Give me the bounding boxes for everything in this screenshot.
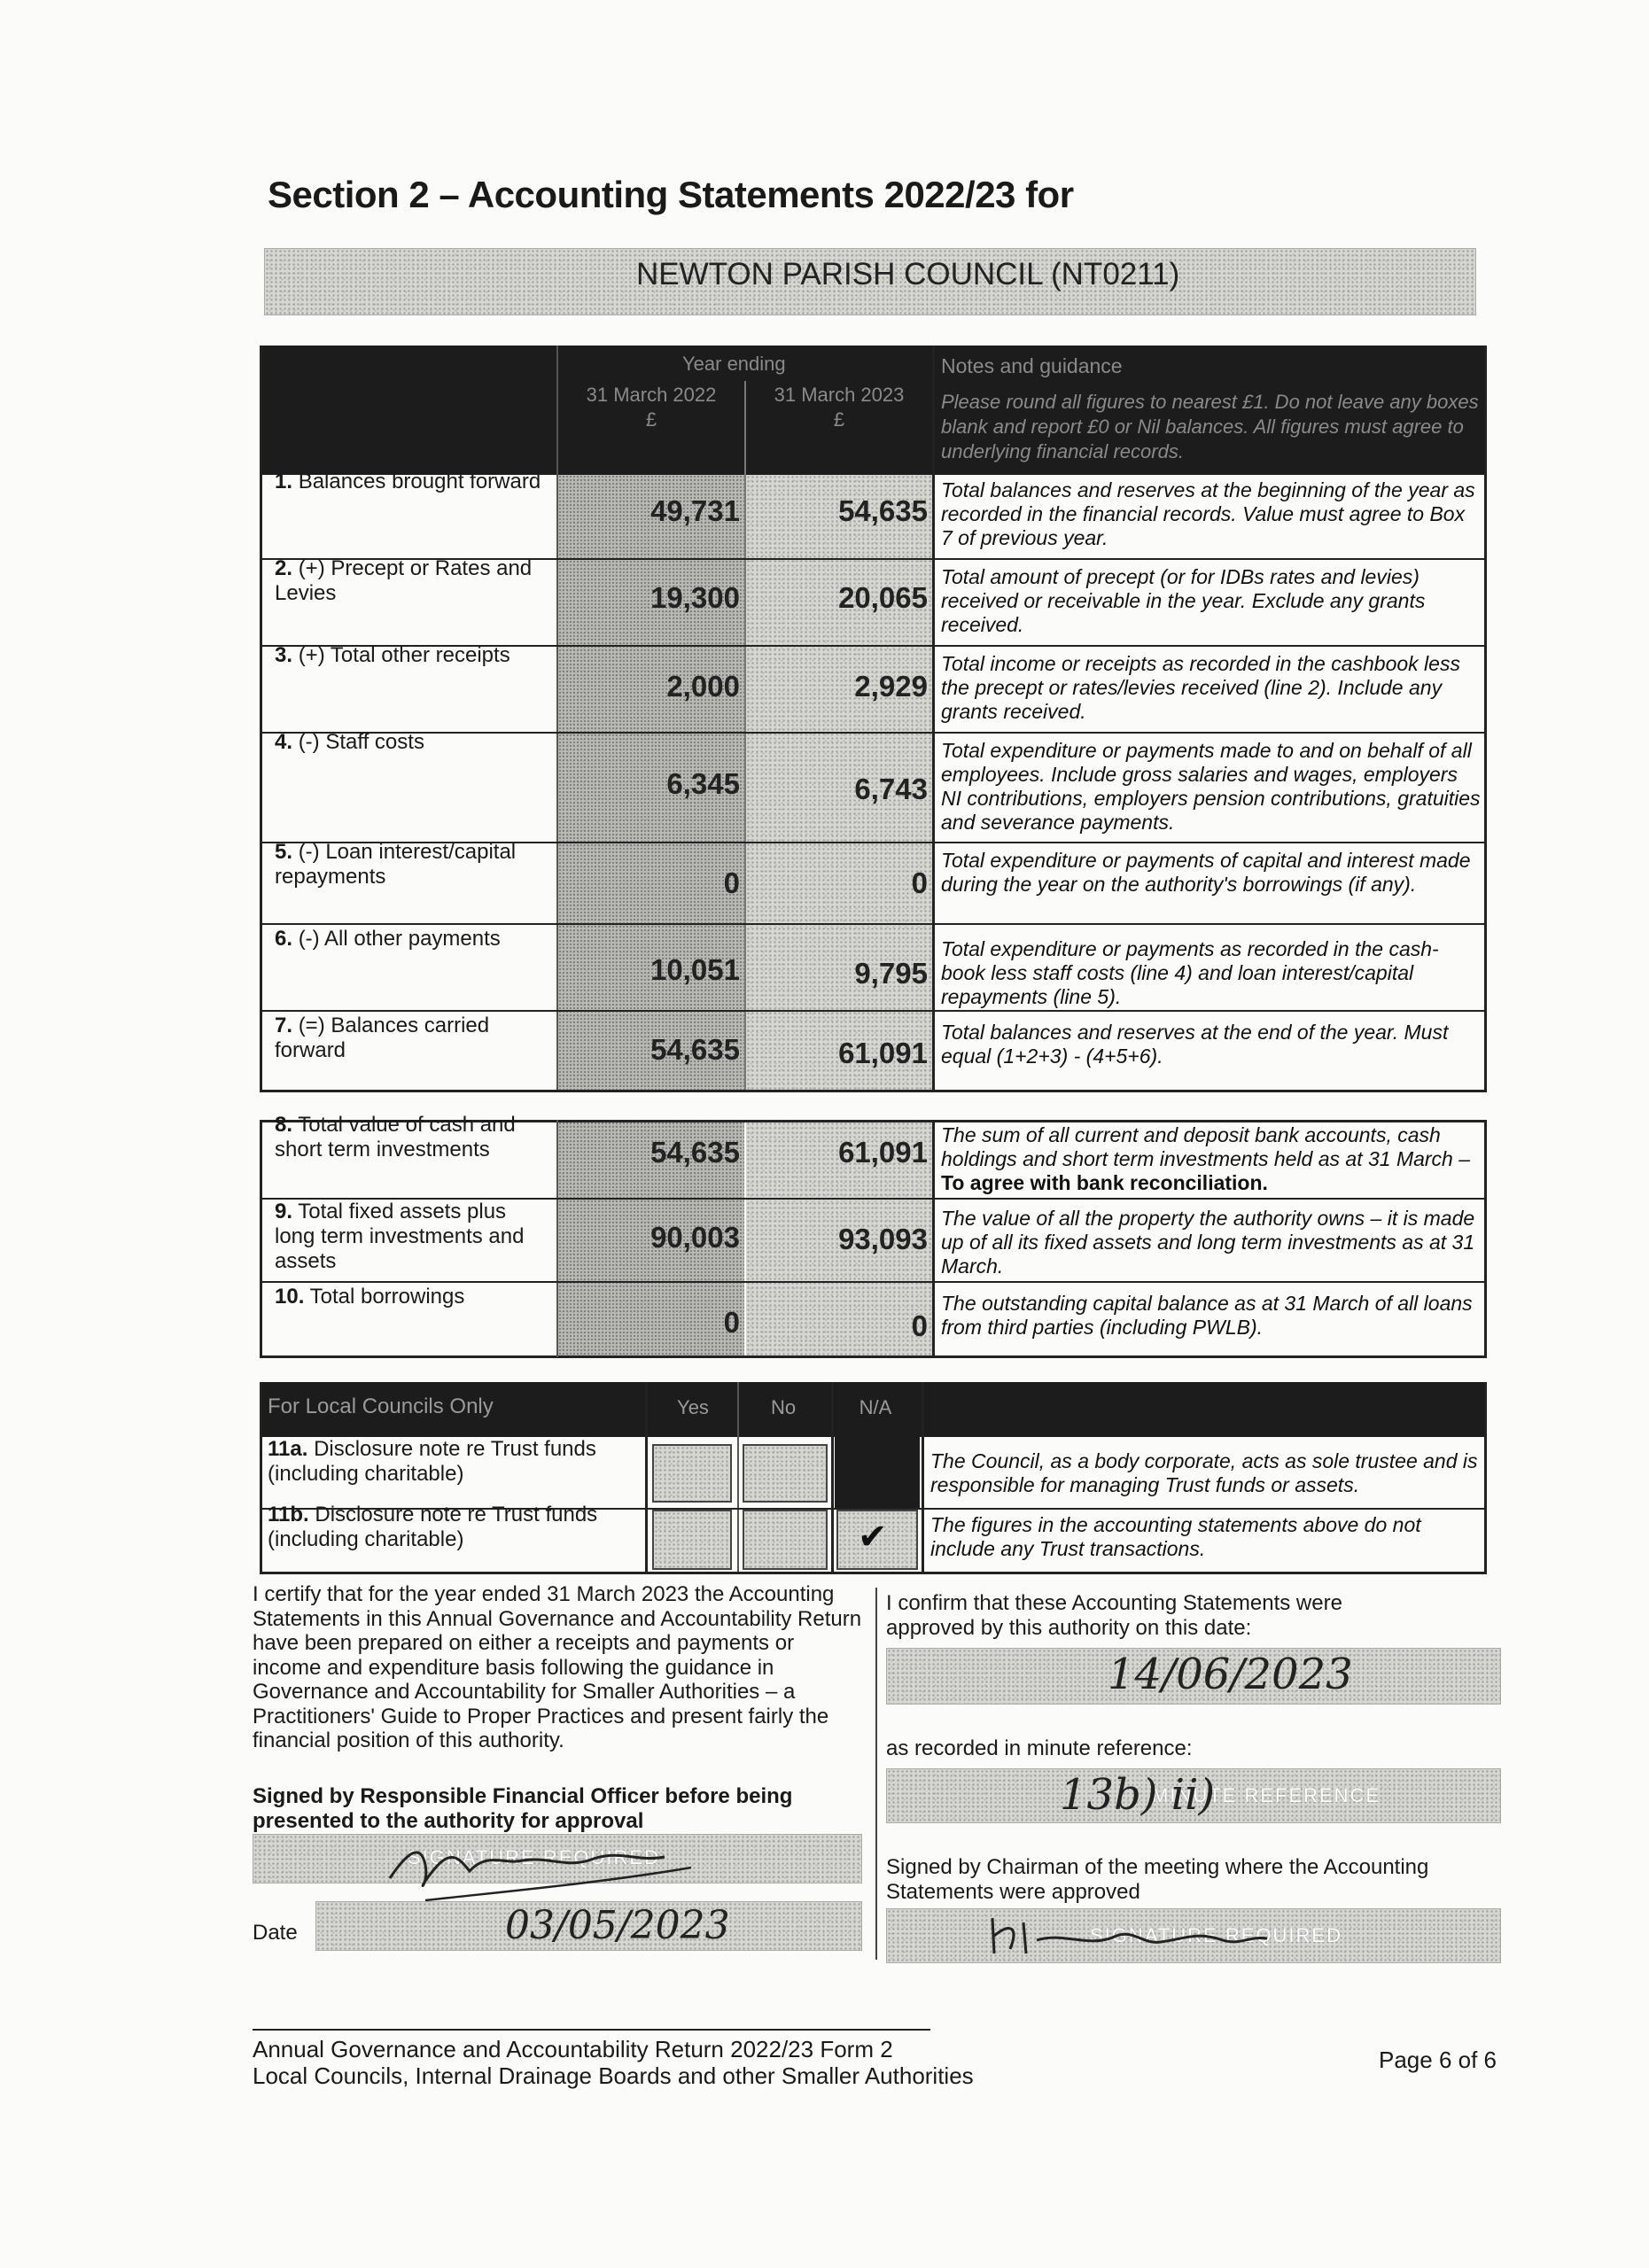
col-2022-header [558,383,744,432]
tick-icon: ✔ [858,1518,888,1557]
row-label: 3. (+) Total other receipts [275,643,510,667]
footer-line-1: Annual Governance and Accountability Return 2022/23 Form 2 [253,2036,893,2062]
no-checkbox-11a[interactable] [743,1444,828,1503]
approval-date-handwritten: 14/06/2023 [1108,1650,1353,1699]
value-2022: 54,635 [650,1136,740,1169]
col-2023-header [746,383,932,432]
minute-reference-handwritten: 13b) ii) [1060,1770,1216,1820]
row-note: Total balances and reserves at the beginning of the year as recorded in the financial records. Value must agree to Box 7 of previous year. [941,478,1475,549]
value-2023: 0 [911,866,928,899]
guidance-text: Please round all figures to nearest £1. Do not leave any boxes blank and report £0 or Nil balances. All figures must agree to underlying financial records. [941,391,1479,462]
year-ending-label: Year ending [682,353,786,375]
rfo-signed-label: Signed by Responsible Financial Officer before being presented to the authority for approval [253,1784,793,1833]
value-2023: 61,091 [838,1037,928,1069]
row-note: The Council, as a body corporate, acts as sole trustee and is responsible for managing Trust funds or assets. [930,1449,1478,1496]
value-2022: 0 [723,866,740,899]
local-councils-title: For Local Councils Only [268,1394,494,1418]
footer-line-2: Local Councils, Internal Drainage Boards and other Smaller Authorities [253,2062,974,2089]
authority-name: NEWTON PARISH COUNCIL (NT0211) [636,257,1180,291]
rfo-signature-placeholder: SIGNATURE REQUIRED [408,1846,660,1868]
value-2022: 2,000 [666,670,740,703]
value-2023: 9,795 [854,957,928,990]
row-label: 5. (-) Loan interest/capital repayments [275,840,517,889]
chairman-signature-placeholder: SIGNATURE REQUIRED [1090,1924,1342,1946]
row-label: 7. (=) Balances carried forward [275,1014,490,1062]
row-note: The value of all the property the authority owns – it is made up of all its fixed assets and long term investments as at 31 March. [941,1207,1475,1278]
chairman-signature [984,1905,1276,1967]
page-title: Section 2 – Accounting Statements 2022/23 for [268,174,1074,215]
value-2022: 0 [723,1306,740,1339]
value-2023: 61,091 [838,1136,928,1169]
row-note [941,1123,1482,1195]
rfo-signature [372,1816,709,1914]
value-2023: 2,929 [854,670,928,703]
row-note: The figures in the accounting statements above do not include any Trust transactions. [930,1513,1421,1560]
value-2022: 54,635 [650,1033,740,1066]
row-label: 8. Total value of cash and short term investments [275,1113,516,1161]
rfo-date-handwritten: 03/05/2023 [505,1903,730,1948]
row-label: 2. (+) Precept or Rates and Levies [275,556,533,605]
row-label: 10. Total borrowings [275,1285,465,1309]
row-label: 11b. Disclosure note re Trust funds (including charitable) [268,1503,598,1551]
notes-header-label: Notes and guidance [941,354,1123,377]
col-2023-label: 31 March 2023 [774,384,905,406]
value-2023: 93,093 [838,1223,928,1255]
row-label: 6. (-) All other payments [275,927,501,951]
yes-column-header: Yes [677,1396,709,1418]
row-note: Total expenditure or payments of capital and interest made during the year on the authority's borrowings (if any). [941,849,1471,896]
no-column-header: No [770,1396,797,1418]
currency-label: £ [645,408,657,431]
row-label: 4. (-) Staff costs [275,730,424,754]
row-note: Total expenditure or payments as recorded in the cash-book less staff costs (line 4) and loan interest/capital repayments (line 5). [941,937,1439,1008]
value-2022: 49,731 [650,494,740,527]
na-column-header: N/A [859,1396,892,1418]
row-label: 11a. Disclosure note re Trust funds (including charitable) [268,1437,596,1486]
row-note: Total amount of precept (or for IDBs rates and levies) received or receivable in the year. Exclude any grants received. [941,565,1426,636]
value-2022: 19,300 [650,581,740,614]
row-note: Total balances and reserves at the end of the year. Must equal (1+2+3) - (4+5+6). [941,1021,1449,1068]
certify-text: I certify that for the year ended 31 March 2023 the Accounting Statements in this Annual Governance and Accountability Return have been prepared on either a receipts and payments or income and expenditure basis following the guidance in Governance and Accountability for Smaller Authorities – a Practitioners' Guide to Proper Practices and present fairly the financial position of this authority. [253,1582,862,1752]
value-2023: 0 [911,1309,928,1342]
row-label: 1. Balances brought forward [275,470,541,493]
value-2023: 6,743 [854,773,928,805]
row-note: The outstanding capital balance as at 31 March of all loans from third parties (including PWLB). [941,1292,1473,1339]
value-2022: 6,345 [666,767,740,800]
col-2022-label: 31 March 2022 [586,384,717,406]
row-label: 9. Total fixed assets plus long term investments and assets [275,1200,525,1273]
page-number: Page 6 of 6 [1379,2047,1497,2073]
yes-checkbox-11b[interactable] [652,1510,732,1570]
currency-label: £ [833,408,845,431]
na-column-dark [835,1437,920,1508]
minute-reference-placeholder: MINUTE REFERENCE [1152,1784,1381,1806]
row-note-emphasis: To agree with bank reconciliation. [941,1171,1268,1194]
value-2023: 20,065 [838,581,928,614]
value-2022: 10,051 [650,953,740,986]
chairman-signed-label: Signed by Chairman of the meeting where the Accounting Statements were approved [886,1855,1429,1904]
row-note: Total income or receipts as recorded in the cashbook less the precept or rates/levies received (line 2). Include any grants received. [941,652,1460,723]
yes-checkbox-11a[interactable] [652,1444,732,1503]
value-2023: 54,635 [838,494,928,527]
row-note: Total expenditure or payments made to and on behalf of all employees. Include gross salaries and wages, employers NI contributions, employers pension contributions, gratuities and severance payments. [941,739,1481,834]
value-2022: 90,003 [650,1221,740,1254]
row-note-text: The sum of all current and deposit bank accounts, cash holdings and short term investments held as at 31 March – [941,1123,1471,1170]
minute-reference-label: as recorded in minute reference: [886,1736,1193,1760]
no-checkbox-11b[interactable] [743,1510,828,1570]
confirm-text: I confirm that these Accounting Statements were approved by this authority on this date: [886,1591,1342,1640]
date-label: Date [253,1921,298,1945]
